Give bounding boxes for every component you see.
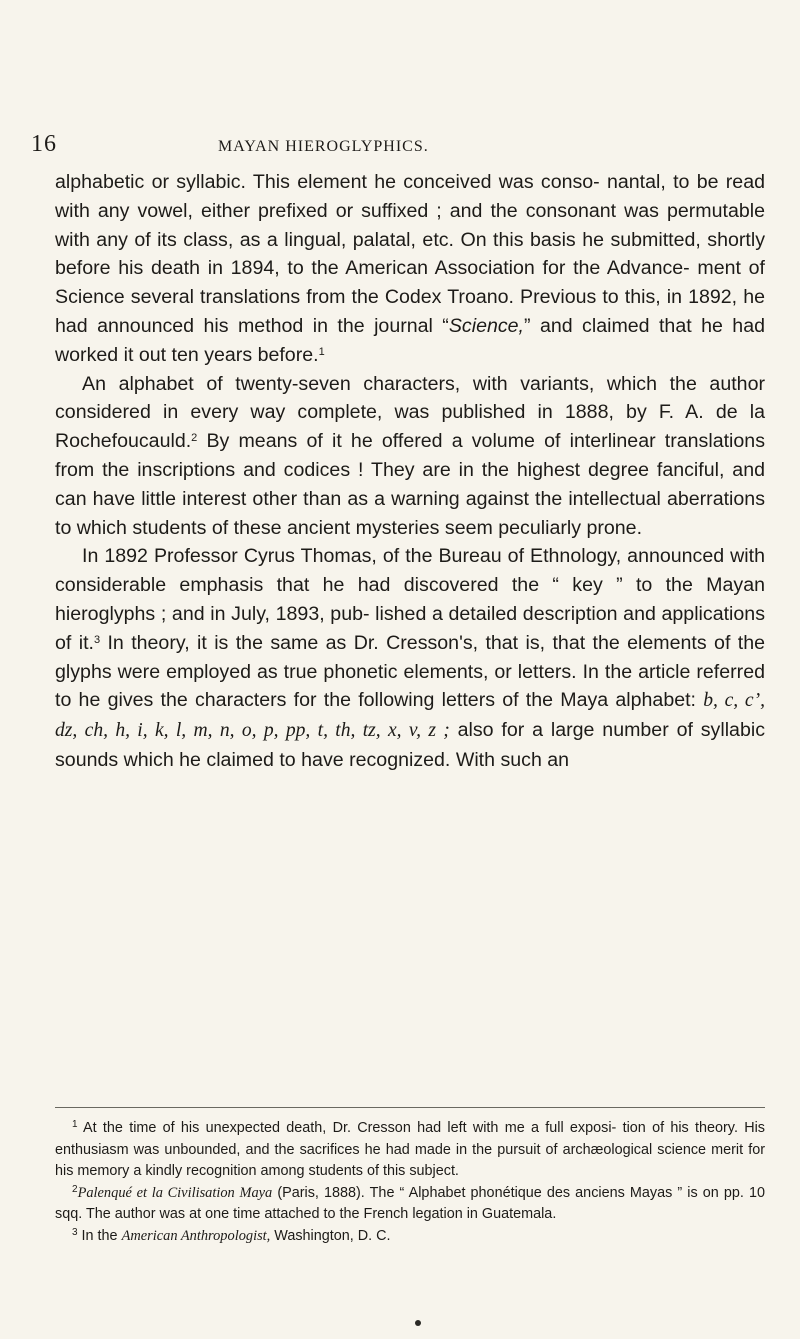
footnote-2 (55, 1183, 765, 1226)
page-number: 16 (31, 131, 57, 157)
footnote-ref-2[interactable]: 2 (191, 432, 198, 445)
printer-mark-dot (415, 1320, 421, 1326)
paragraph-3-lead: In 1892 Professor Cyrus Thomas, of the Bureau of Ethnology, announced with considerable emphasis that he had discovered the “ key ” to the Mayan hieroglyphs ; and in July, 1893, pub- lished a detailed description and applications of it. (55, 545, 765, 654)
footnote-3-tail: Washington, D. C. (270, 1227, 391, 1244)
footnote-2-text: (Paris, 1888). The “ Alphabet phonétique des anciens Mayas ” is on pp. 10 sqq. The author was at one time attached to the French legation in Guatemala. (55, 1184, 765, 1222)
running-title: MAYAN HIEROGLYPHICS. (218, 138, 429, 155)
footnote-2-book-title: Palenqué et la Civilisation Maya (77, 1184, 273, 1201)
footnote-ref-1[interactable]: 1 (318, 345, 325, 358)
paragraph-2-tail: By means of it he offered a volume of interlinear translations from the inscriptions and codices ! They are in the highest degree fanciful, and can have little interest other than as a warning against the intellectual aberrations to which students of these ancient mysteries seem peculiarly prone. (55, 430, 765, 539)
paragraph-3 (55, 542, 765, 774)
paragraph-3-tail: also for a large number of syllabic sounds which he claimed to have recognized. With such an (55, 719, 766, 771)
footnote-1-text: At the time of his unexpected death, Dr. Cresson had left with me a full exposi- tion of his theory. His enthusiasm was unbounded, and the sacrifices he had made in the pursuit of archæological science merit for his memory a kindly recognition among students of this subject. (55, 1120, 765, 1179)
paragraph-2 (55, 370, 765, 543)
footnote-3-lead: In the (77, 1227, 122, 1244)
footnote-3-journal-title: American Anthropologist, (121, 1227, 271, 1244)
paragraph-1-lead: alphabetic or syllabic. This element he conceived was conso- nantal, to be read with any vowel, either prefixed or suffixed ; and the consonant was permutable with any of its class, as a lingual, palatal, etc. On this basis he submitted, shortly before his death in 1894, to the American Association for the Advance- ment of Science several translations from the Codex Troano. Previous to this, in 1892, he had announced his method in the journal “ (55, 171, 765, 337)
footnote-2-mark: 2 (72, 1183, 78, 1195)
maya-letters-list: b, c, c’, dz, ch, h, i, k, l, m, n, o, p, pp, t, th, tz, x, v, z ; (55, 690, 765, 742)
footnote-divider (55, 1107, 765, 1108)
paragraph-1-tail: ” and claimed that he had worked it out ten years before. (55, 314, 765, 366)
footnote-ref-3[interactable]: 3 (93, 633, 101, 646)
footnote-1 (55, 1118, 765, 1183)
footnote-3 (55, 1226, 765, 1248)
journal-title-science: Science, (448, 314, 524, 337)
main-text (55, 168, 765, 775)
footnotes (55, 1118, 765, 1247)
paragraph-3-middle: In theory, it is the same as Dr. Cresson's, that is, that the elements of the glyphs were employed as true phonetic elements, or letters. In the article referred to he gives the characters for the following letters of the Maya alphabet: (55, 631, 765, 712)
footnote-1-mark: 1 (72, 1119, 78, 1130)
paragraph-2-lead: An alphabet of twenty-seven characters, with variants, which the author considered in every way complete, was published in 1888, by F. A. de la Rochefoucauld. (55, 372, 765, 453)
paragraph-1 (55, 168, 765, 370)
footnote-3-mark: 3 (72, 1226, 78, 1238)
